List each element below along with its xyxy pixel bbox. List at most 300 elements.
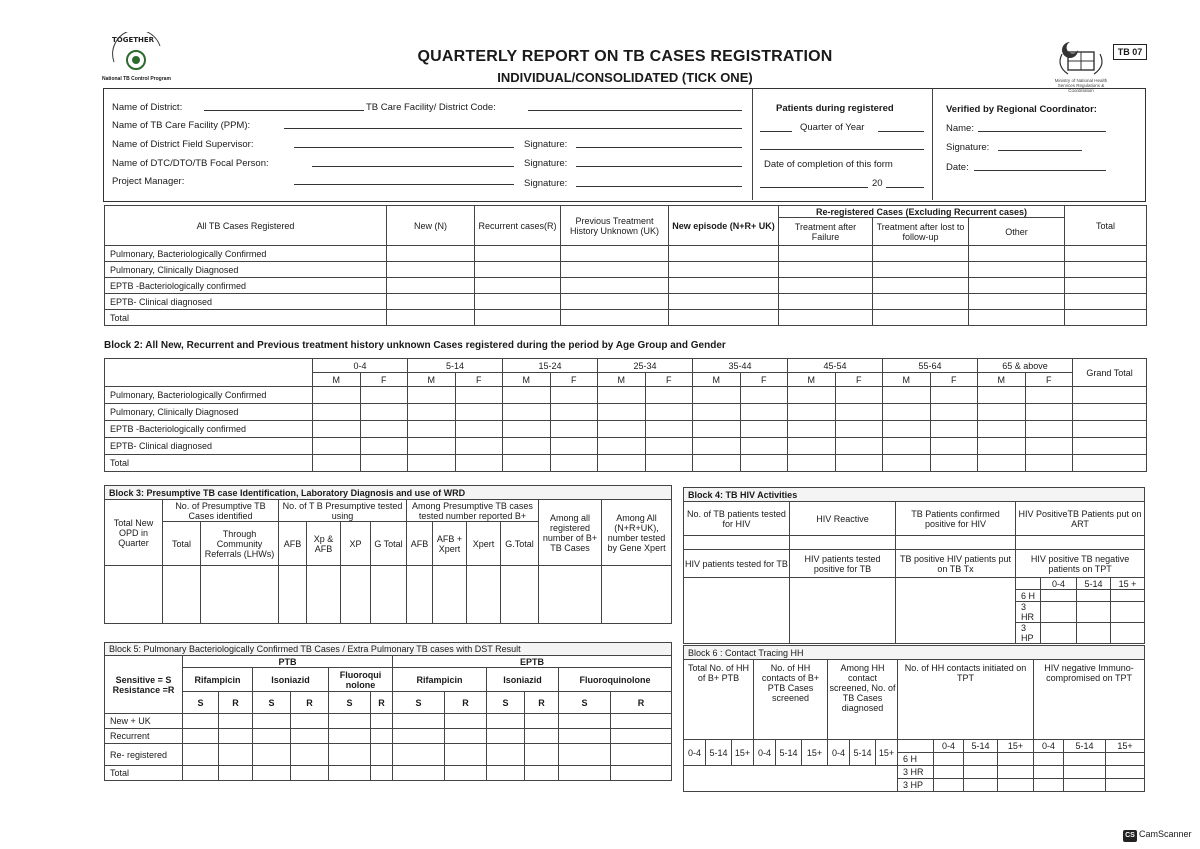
b1-cell[interactable] [1065,278,1147,294]
signature-label-2: Signature: [524,158,568,169]
b2-cell[interactable] [740,387,788,404]
b4-regimen-3hp: 3 HP [1016,623,1041,644]
b2-cell[interactable] [883,438,931,455]
b2-cell[interactable] [693,421,741,438]
b2-cell[interactable] [408,421,456,438]
b1-cell[interactable] [387,246,475,262]
b1-row [105,294,1147,310]
b3-cell[interactable] [105,566,163,624]
b2-row-label: Total [105,455,313,472]
b1-cell[interactable] [561,310,669,326]
b1-cell[interactable] [873,246,969,262]
b1-cell[interactable] [475,294,561,310]
b2-cell[interactable] [883,387,931,404]
b2-cell[interactable] [455,387,503,404]
b1-col-all: All TB Cases Registered [105,206,387,246]
b2-cell[interactable] [598,404,646,421]
b2-cell[interactable] [598,421,646,438]
b5-cell[interactable] [371,744,393,766]
b3-cell[interactable] [163,566,201,624]
facility-code-field[interactable] [528,100,742,111]
b1-cell[interactable] [387,294,475,310]
b5-cell[interactable] [219,766,253,781]
ministry-emblem [1046,36,1116,93]
b2-cell[interactable] [978,404,1026,421]
b1-col-new: New (N) [387,206,475,246]
completion-date-field[interactable] [760,177,868,188]
b4-cell[interactable] [1111,623,1145,644]
b1-cell[interactable] [873,310,969,326]
b1-cell[interactable] [1065,310,1147,326]
b1-cell[interactable] [561,246,669,262]
b2-cell[interactable] [693,455,741,472]
b5-sensitive: S [559,692,611,714]
b5-cell[interactable] [445,714,487,729]
b5-eptb-rifampicin: Rifampicin [393,668,487,692]
b1-cell[interactable] [873,262,969,278]
b2-cell[interactable] [313,404,361,421]
b5-cell[interactable] [445,729,487,744]
focal-person-field[interactable] [312,156,514,167]
b4-cell[interactable] [1077,623,1111,644]
b2-cell[interactable] [313,387,361,404]
b2-female: F [360,373,408,387]
b5-cell[interactable] [329,714,371,729]
b5-cell[interactable] [559,744,611,766]
b3-cell[interactable] [279,566,307,624]
b1-cell[interactable] [969,246,1065,262]
b2-cell[interactable] [598,455,646,472]
b2-male: M [313,373,361,387]
b5-cell[interactable] [329,744,371,766]
b2-cell[interactable] [1025,404,1073,421]
b2-cell[interactable] [740,404,788,421]
b6-cell[interactable] [964,779,998,792]
b5-cell[interactable] [559,714,611,729]
b3-cell[interactable] [433,566,467,624]
b2-age-group: 5-14 [408,359,503,373]
b3-among-all-registered: Among all registered number of B+ TB Cases [539,500,602,566]
b2-cell[interactable] [1025,421,1073,438]
quarter-field-a[interactable] [760,121,792,132]
b3-cell[interactable] [501,566,539,624]
b2-cell[interactable] [1025,455,1073,472]
b2-cell[interactable] [693,438,741,455]
b5-cell[interactable] [611,714,672,729]
b5-cell[interactable] [219,729,253,744]
b2-cell[interactable] [313,421,361,438]
b1-cell[interactable] [387,278,475,294]
b2-cell[interactable] [503,438,551,455]
b2-cell[interactable] [360,438,408,455]
b2-cell[interactable] [930,455,978,472]
b2-cell[interactable] [455,438,503,455]
b4-cell[interactable] [684,536,790,550]
b1-cell[interactable] [561,294,669,310]
b4-cell[interactable] [684,578,790,644]
project-manager-field[interactable] [294,174,514,185]
b5-cell[interactable] [487,729,525,744]
b2-cell[interactable] [313,455,361,472]
b2-row [105,387,1147,404]
b1-cell[interactable] [969,310,1065,326]
b2-cell[interactable] [360,455,408,472]
b6-cell[interactable] [1064,753,1106,766]
b6-cell[interactable] [934,779,964,792]
b4-cell[interactable] [790,578,896,644]
b1-cell[interactable] [1065,262,1147,278]
b6-age-0-4: 0-4 [828,740,850,766]
b5-row-label: New + UK [105,714,183,729]
block5-title: Block 5: Pulmonary Bacteriologically Confirmed TB Cases / Extra Pulmonary TB cases with DST Result [105,643,672,656]
b1-cell[interactable] [969,278,1065,294]
b6-contacts-screened: No. of HH contacts of B+ PTB Cases screened [754,660,828,740]
b3-cell[interactable] [371,566,407,624]
b2-cell[interactable] [408,404,456,421]
b6-cell[interactable] [998,766,1034,779]
b5-cell[interactable] [487,744,525,766]
coordinator-name-field[interactable] [978,121,1106,132]
b2-cell[interactable] [883,421,931,438]
b1-cell[interactable] [561,278,669,294]
b5-cell[interactable] [253,714,291,729]
info-box [103,88,1146,202]
b2-cell[interactable] [550,438,598,455]
b4-cell[interactable] [1111,590,1145,602]
b6-cell[interactable] [1106,779,1145,792]
b5-cell[interactable] [183,729,219,744]
b4-age-5-14: 5-14 [1077,578,1111,590]
b6-cell[interactable] [1034,766,1064,779]
b2-cell[interactable] [835,421,883,438]
b5-eptb-fluoroquinolone: Fluoroquinolone [559,668,672,692]
b2-grand-total: Grand Total [1073,359,1147,387]
b4-cell[interactable] [1077,590,1111,602]
b5-cell[interactable] [525,714,559,729]
b1-cell[interactable] [779,310,873,326]
b5-cell[interactable] [393,729,445,744]
b2-cell[interactable] [645,404,693,421]
b1-cell[interactable] [475,246,561,262]
b2-cell[interactable] [1073,455,1147,472]
b5-cell[interactable] [291,729,329,744]
b2-cell[interactable] [550,421,598,438]
b2-cell[interactable] [693,404,741,421]
block6-title: Block 6 : Contact Tracing HH [684,646,1145,660]
b3-cell[interactable] [201,566,279,624]
b5-cell[interactable] [611,729,672,744]
block6-table [683,645,1145,792]
b2-cell[interactable] [930,438,978,455]
b2-cell[interactable] [930,404,978,421]
b2-cell[interactable] [978,421,1026,438]
b1-cell[interactable] [1065,294,1147,310]
b2-male: M [978,373,1026,387]
camscanner-watermark [1123,829,1192,842]
camscanner-text: CamScanner [1139,829,1192,839]
b2-cell[interactable] [503,455,551,472]
b4-tpt: HIV positive TB negative patients on TPT [1016,550,1145,578]
b2-age-group: 45-54 [788,359,883,373]
b4-cell[interactable] [790,536,896,550]
signature-field-2[interactable] [576,156,742,167]
b2-cell[interactable] [408,455,456,472]
b6-cell[interactable] [998,779,1034,792]
signature-field-3[interactable] [576,176,742,187]
b3-cell[interactable] [407,566,433,624]
b2-cell[interactable] [645,387,693,404]
b5-cell[interactable] [559,729,611,744]
b3-cell[interactable] [467,566,501,624]
b2-cell[interactable] [788,438,836,455]
b1-cell[interactable] [669,246,779,262]
b2-cell[interactable] [503,421,551,438]
b1-cell[interactable] [475,310,561,326]
block3-table [104,485,672,624]
b6-cell[interactable] [934,766,964,779]
b1-cell[interactable] [669,278,779,294]
b1-cell[interactable] [969,262,1065,278]
b4-cell[interactable] [1041,602,1077,623]
b3-afb-xpert: AFB + Xpert [433,522,467,566]
b5-cell[interactable] [253,744,291,766]
b2-cell[interactable] [835,387,883,404]
coordinator-signature-field[interactable] [998,140,1082,151]
b2-cell[interactable] [313,438,361,455]
b5-cell[interactable] [253,766,291,781]
ministry-caption: Ministry of National Health Services Regulations & Coordination [1054,78,1108,93]
b5-eptb: EPTB [393,656,672,668]
b6-cell[interactable] [934,753,964,766]
b2-cell[interactable] [645,455,693,472]
b5-cell[interactable] [525,729,559,744]
b2-cell[interactable] [1073,438,1147,455]
b2-female: F [550,373,598,387]
b2-cell[interactable] [598,387,646,404]
b3-tested: No. of T B Presumptive tested using [279,500,407,522]
b2-cell[interactable] [408,387,456,404]
b1-cell[interactable] [779,294,873,310]
block2-table [104,358,1147,472]
b6-cell[interactable] [1034,753,1064,766]
b2-cell[interactable] [455,421,503,438]
b6-cell[interactable] [964,753,998,766]
b1-cell[interactable] [561,262,669,278]
b2-male: M [788,373,836,387]
b6-cell[interactable] [998,753,1034,766]
b5-cell[interactable] [525,766,559,781]
b4-cell[interactable] [1041,623,1077,644]
b5-cell[interactable] [291,766,329,781]
b6-cell[interactable] [684,766,898,792]
b2-cell[interactable] [598,438,646,455]
supervisor-field[interactable] [294,137,514,148]
b2-male: M [408,373,456,387]
b2-cell[interactable] [1073,387,1147,404]
b1-cell[interactable] [969,294,1065,310]
b5-cell[interactable] [393,766,445,781]
b6-cell[interactable] [964,766,998,779]
b2-cell[interactable] [978,387,1026,404]
b4-cell[interactable] [1077,602,1111,623]
district-field[interactable] [204,100,364,111]
b1-cell[interactable] [387,310,475,326]
b4-hiv-reactive: HIV Reactive [790,502,896,536]
b5-cell[interactable] [371,766,393,781]
b5-row [105,744,672,766]
b2-cell[interactable] [360,387,408,404]
b2-cell[interactable] [978,438,1026,455]
b2-cell[interactable] [550,455,598,472]
b2-cell[interactable] [740,421,788,438]
b2-age-group: 25-34 [598,359,693,373]
b1-cell[interactable] [779,262,873,278]
b2-cell[interactable] [693,387,741,404]
b2-cell[interactable] [930,421,978,438]
b5-cell[interactable] [393,714,445,729]
b4-tested-hiv: No. of TB patients tested for HIV [684,502,790,536]
b3-cell[interactable] [602,566,672,624]
completion-label: Date of completion of this form [764,159,893,170]
b2-cell[interactable] [788,455,836,472]
b2-cell[interactable] [455,455,503,472]
b1-cell[interactable] [779,278,873,294]
b2-cell[interactable] [503,404,551,421]
b5-cell[interactable] [183,714,219,729]
b3-total: Total [163,522,201,566]
b1-cell[interactable] [873,294,969,310]
b5-cell[interactable] [219,714,253,729]
b5-cell[interactable] [487,766,525,781]
b1-col-new-episode: New episode (N+R+ UK) [669,206,779,246]
b1-col-treatment-failure: Treatment after Failure [779,218,873,246]
b5-cell[interactable] [445,744,487,766]
year-field[interactable] [886,177,924,188]
b2-cell[interactable] [1073,404,1147,421]
b3-g-total: G Total [371,522,407,566]
b5-cell[interactable] [371,714,393,729]
b5-cell[interactable] [329,766,371,781]
b3-xpert: Xpert [467,522,501,566]
b2-cell[interactable] [740,438,788,455]
b1-cell[interactable] [669,294,779,310]
b2-cell[interactable] [1025,387,1073,404]
b3-cell[interactable] [341,566,371,624]
patients-blank-field[interactable] [760,139,924,150]
b2-cell[interactable] [788,404,836,421]
b6-age-0-4: 0-4 [754,740,776,766]
b5-cell[interactable] [253,729,291,744]
b2-cell[interactable] [835,455,883,472]
b5-cell[interactable] [393,744,445,766]
facility-ppm-field[interactable] [284,118,742,129]
b5-cell[interactable] [183,744,219,766]
b2-cell[interactable] [883,404,931,421]
b1-cell[interactable] [475,262,561,278]
b2-cell[interactable] [360,421,408,438]
b4-cell[interactable] [1041,590,1077,602]
b2-cell[interactable] [740,455,788,472]
b2-cell[interactable] [1025,438,1073,455]
b2-cell[interactable] [645,438,693,455]
b5-cell[interactable] [371,729,393,744]
quarter-field-b[interactable] [878,121,924,132]
b6-cell[interactable] [1106,753,1145,766]
b5-cell[interactable] [559,766,611,781]
b1-cell[interactable] [669,262,779,278]
b5-cell[interactable] [525,744,559,766]
b5-cell[interactable] [291,714,329,729]
b2-cell[interactable] [788,387,836,404]
b6-cell[interactable] [1034,779,1064,792]
signature-field-1[interactable] [576,137,742,148]
block3-title: Block 3: Presumptive TB case Identification, Laboratory Diagnosis and use of WRD [105,486,672,500]
b4-tb-tx: TB positive HIV patients put on TB Tx [896,550,1016,578]
b2-cell[interactable] [455,404,503,421]
date-label: Date: [946,162,969,173]
b5-sensitive-resistance: Sensitive = S Resistance =R [105,656,183,714]
b2-cell[interactable] [360,404,408,421]
b2-cell[interactable] [788,421,836,438]
b6-age-0-4: 0-4 [934,740,964,753]
b1-cell[interactable] [873,278,969,294]
coordinator-date-field[interactable] [974,160,1106,171]
b4-cell[interactable] [896,578,1016,644]
b1-cell[interactable] [387,262,475,278]
b4-age-0-4: 0-4 [1041,578,1077,590]
b5-cell[interactable] [329,729,371,744]
b3-xp: XP [341,522,371,566]
b2-cell[interactable] [645,421,693,438]
b2-cell[interactable] [1073,421,1147,438]
b5-cell[interactable] [445,766,487,781]
b2-cell[interactable] [550,404,598,421]
b6-age-15plus: 15+ [802,740,828,766]
b2-cell[interactable] [503,387,551,404]
b1-cell[interactable] [779,246,873,262]
b6-cell[interactable] [1064,779,1106,792]
b2-cell[interactable] [835,438,883,455]
b1-cell[interactable] [669,310,779,326]
b6-cell[interactable] [1064,766,1106,779]
b5-cell[interactable] [291,744,329,766]
b3-cell[interactable] [539,566,602,624]
b5-row-label: Recurrent [105,729,183,744]
b3-presumptive: No. of Presumptive TB Cases identified [163,500,279,522]
b4-cell[interactable] [896,536,1016,550]
b3-community: Through Community Referrals (LHWs) [201,522,279,566]
b2-cell[interactable] [550,387,598,404]
b3-cell[interactable] [307,566,341,624]
b2-cell[interactable] [978,455,1026,472]
b2-cell[interactable] [930,387,978,404]
b2-cell[interactable] [835,404,883,421]
b6-cell[interactable] [1106,766,1145,779]
b5-cell[interactable] [183,766,219,781]
b4-cell[interactable] [1111,602,1145,623]
b4-cell[interactable] [1016,536,1145,550]
b5-cell[interactable] [611,744,672,766]
b1-cell[interactable] [1065,246,1147,262]
b2-cell[interactable] [408,438,456,455]
b1-cell[interactable] [475,278,561,294]
b2-female: F [455,373,503,387]
b5-cell[interactable] [219,744,253,766]
b5-cell[interactable] [487,714,525,729]
b5-resistant: R [525,692,559,714]
b5-cell[interactable] [611,766,672,781]
b2-cell[interactable] [883,455,931,472]
